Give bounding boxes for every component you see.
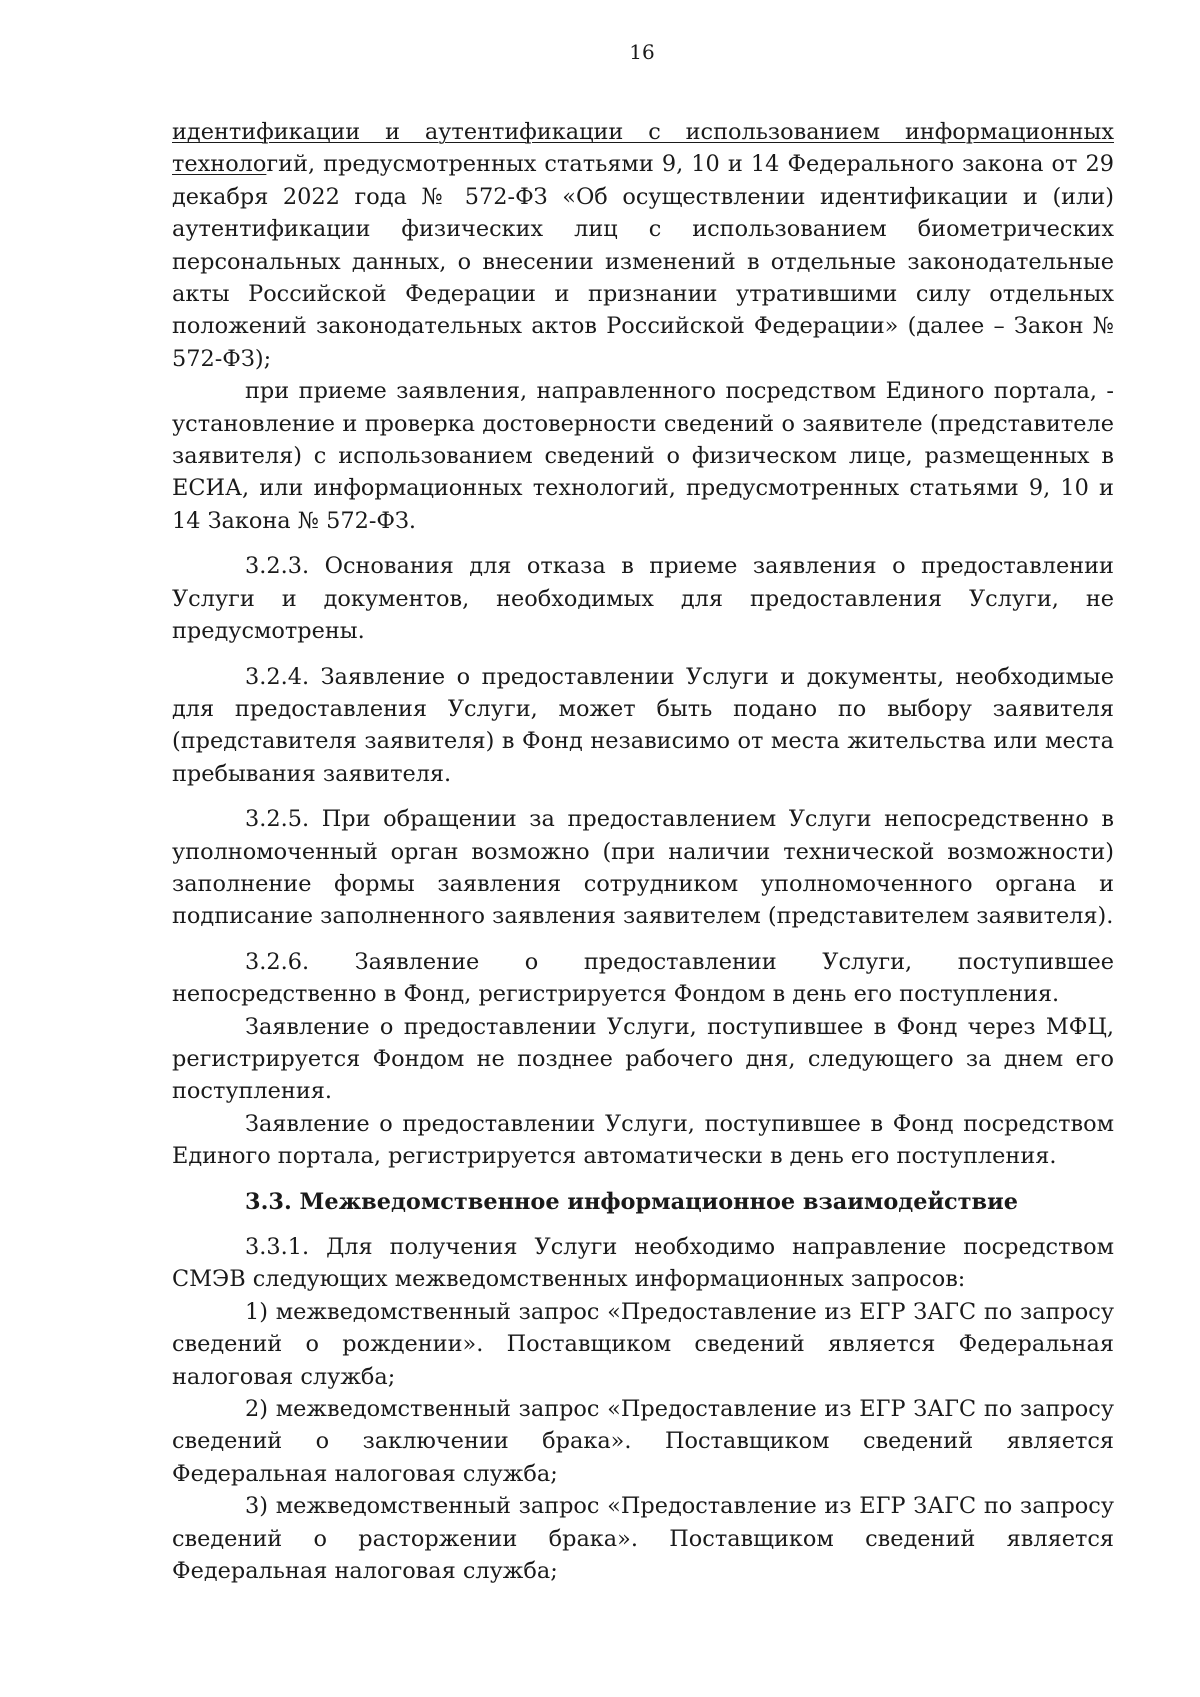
list-item-1: 1) межведомственный запрос «Предоставление из ЕГР ЗАГС по запросу сведений о рождении». Поставщиком сведений является Федеральная налоговая служба;	[172, 1298, 1114, 1390]
paragraph-3-2-6: 3.2.6. Заявление о предоставлении Услуги, поступившее непосредственно в Фонд, регистрируется Фондом в день его поступления.	[172, 948, 1114, 1008]
paragraph-identification	[172, 116, 1114, 375]
paragraph-portal: при приеме заявления, направленного посредством Единого портала, - установление и проверка достоверности сведений о заявителе (представителе заявителя) с использованием сведений о физическом лице, размещенных в ЕСИА, или информационных технологий, предусмотренных статьями 9, 10 и 14 Закона № 572-ФЗ.	[172, 378, 1114, 534]
underlined-text: техноло	[172, 151, 267, 178]
paragraph-mfc: Заявление о предоставлении Услуги, поступившее в Фонд через МФЦ, регистрируется Фондом не позднее рабочего дня, следующего за днем его поступления.	[172, 1013, 1114, 1105]
paragraph-3-3-1: 3.3.1. Для получения Услуги необходимо направление посредством СМЭВ следующих межведомственных информационных запросов:	[172, 1234, 1114, 1293]
list-item-2: 2) межведомственный запрос «Предоставление из ЕГР ЗАГС по запросу сведений о заключении брака». Поставщиком сведений является Федеральная налоговая служба;	[172, 1396, 1114, 1487]
paragraph-text: гий, предусмотренных статьями 9, 10 и 14 Федерального закона от 29 декабря 2022 года № 572-ФЗ «Об осуществлении идентификации и (или) аутентификации физических лиц с использованием биометрических персональных данных, о внесении изменений в отдельные законодательные акты Российской Федерации и признании утратившими силу отдельных положений законодательных актов Российской Федерации» (далее – Закон № 572-ФЗ);	[172, 151, 1114, 372]
section-heading-3-3: 3.3. Межведомственное информационное взаимодействие	[245, 1188, 1018, 1215]
underlined-text: идентификации и аутентификации с использованием информационных	[172, 119, 1114, 145]
page-number: 16	[629, 40, 655, 64]
paragraph-3-2-4: 3.2.4. Заявление о предоставлении Услуги и документы, необходимые для предоставления Услуги, может быть подано по выбору заявителя (представителя заявителя) в Фонд независимо от места жительства или места пребывания заявителя.	[172, 663, 1114, 787]
document-body	[172, 116, 1114, 1587]
list-item-3: 3) межведомственный запрос «Предоставление из ЕГР ЗАГС по запросу сведений о расторжении брака». Поставщиком сведений является Федеральная налоговая служба;	[172, 1493, 1114, 1585]
paragraph-3-2-3: 3.2.3. Основания для отказа в приеме заявления о предоставлении Услуги и документов, необходимых для предоставления Услуги, не предусмотрены.	[172, 553, 1114, 645]
paragraph-single-portal: Заявление о предоставлении Услуги, поступившее в Фонд посредством Единого портала, регистрируется автоматически в день его поступления.	[172, 1110, 1114, 1170]
paragraph-3-2-5: 3.2.5. При обращении за предоставлением Услуги непосредственно в уполномоченный орган возможно (при наличии технической возможности) заполнение формы заявления сотрудником уполномоченного органа и подписание заполненного заявления заявителем (представителем заявителя).	[172, 806, 1114, 930]
